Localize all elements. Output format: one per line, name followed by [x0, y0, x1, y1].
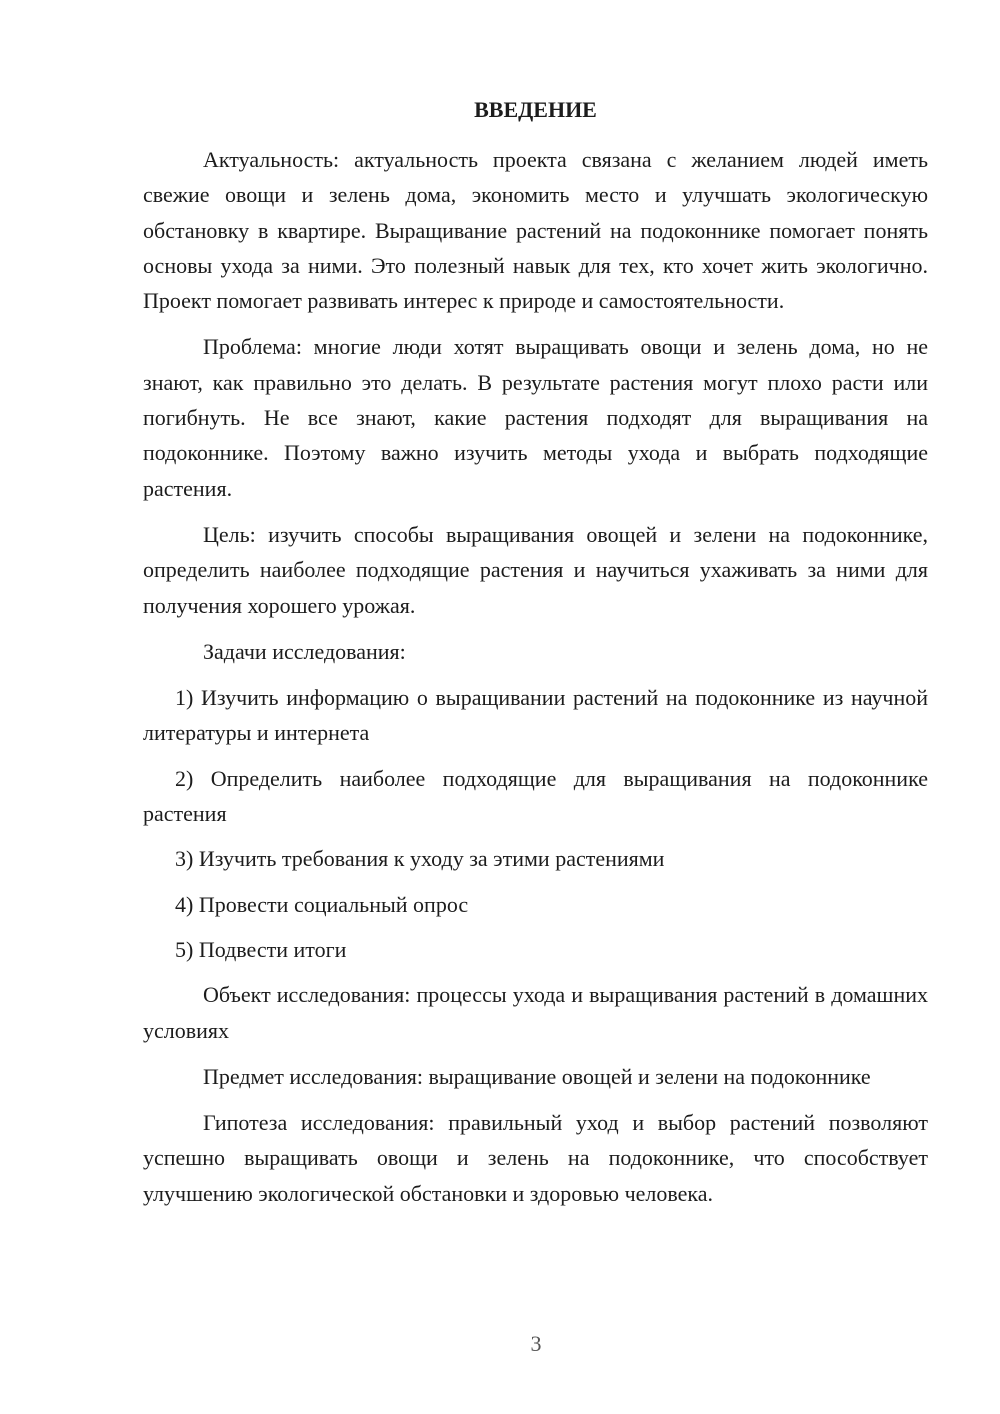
subject-paragraph: Предмет исследования: выращивание овощей и зелени на подоконнике	[203, 1063, 871, 1089]
page-number: 3	[530, 1331, 542, 1356]
list-item: 5) Подвести итоги	[175, 936, 347, 962]
tasks-label: Задачи исследования:	[203, 638, 406, 664]
list-item: 2) Определить наиболее подходящие для выращивания на подоконнике растения	[143, 765, 928, 827]
section-heading: ВВЕДЕНИЕ	[474, 97, 597, 122]
hypothesis-paragraph: Гипотеза исследования: правильный уход и выбор растений позволяют успешно выращивать овощи и зелень на подоконнике, что способствует улучшению экологической обстановки и здоровью человека.	[143, 1110, 928, 1206]
list-item: 1) Изучить информацию о выращивании растений на подоконнике из научной литературы и интернета	[143, 685, 928, 746]
list-item: 4) Провести социальный опрос	[175, 891, 469, 917]
relevance-paragraph: Актуальность: актуальность проекта связана с желанием людей иметь свежие овощи и зелень дома, экономить место и улучшать экологическую обстановку в квартире. Выращивание растений на подоконнике помогает понять основы ухода за ними. Это полезный навык для тех, кто хочет жить экологично. Проект помогает развивать интерес к природе и самостоятельности.	[143, 147, 928, 314]
problem-paragraph: Проблема: многие люди хотят выращивать овощи и зелень дома, но не знают, как правильно это делать. В результате растения могут плохо расти или погибнуть. Не все знают, какие растения подходят для выращивания на подоконнике. Поэтому важно изучить методы ухода и выбрать подходящие растения.	[143, 334, 928, 501]
tasks-list	[143, 680, 928, 967]
list-item: 3) Изучить требования к уходу за этими растениями	[175, 846, 665, 872]
object-paragraph: Объект исследования: процессы ухода и выращивания растений в домашних условиях	[143, 982, 928, 1043]
goal-paragraph: Цель: изучить способы выращивания овощей и зелени на подоконнике, определить наиболее подходящие растения и научиться ухаживать за ними для получения хорошего урожая.	[143, 521, 928, 618]
document-page	[143, 94, 928, 1211]
